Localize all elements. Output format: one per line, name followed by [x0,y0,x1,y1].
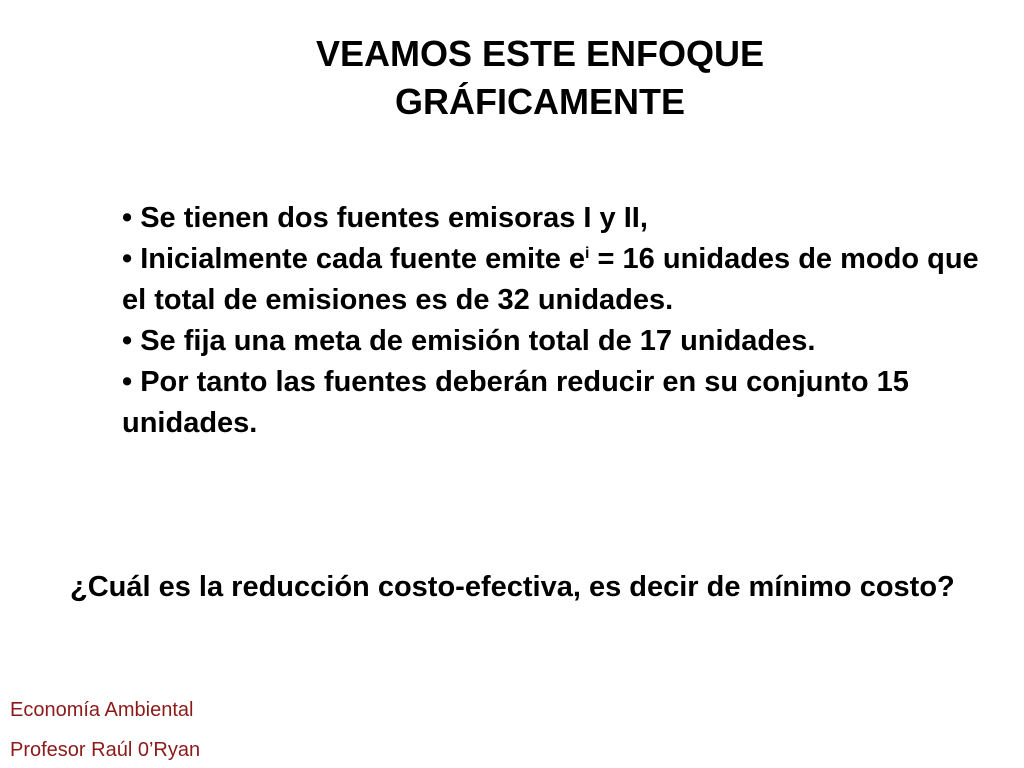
bullet-text: • Inicialmente cada fuente emite e [122,243,586,275]
bullet-text: • Se tienen dos fuentes emisoras I y II, [122,202,648,234]
title-line-2: GRÁFICAMENTE [395,81,685,122]
superscript-i: i [585,245,590,262]
bullet-text: = 16 unidades de modo que el total de emisiones es de 32 unidades. [122,243,979,316]
question-text: ¿Cuál es la reducción costo-efectiva, es decir de mínimo costo? [70,571,955,603]
bullet-list [122,198,982,444]
footer-course: Economía Ambiental [10,699,194,721]
bullet-item-reduction [122,362,982,444]
slide-title [230,30,850,126]
bullet-text: • Se fija una meta de emisión total de 17 unidades. [122,325,816,357]
bullet-item-sources [122,198,982,239]
bullet-item-target [122,321,982,362]
bullet-item-initial-emissions [122,239,982,321]
title-line-1: VEAMOS ESTE ENFOQUE [315,33,765,74]
footer-professor: Profesor Raúl 0’Ryan [10,739,201,761]
bullet-text: • Por tanto las fuentes deberán reducir en su conjunto 15 unidades. [122,366,909,439]
